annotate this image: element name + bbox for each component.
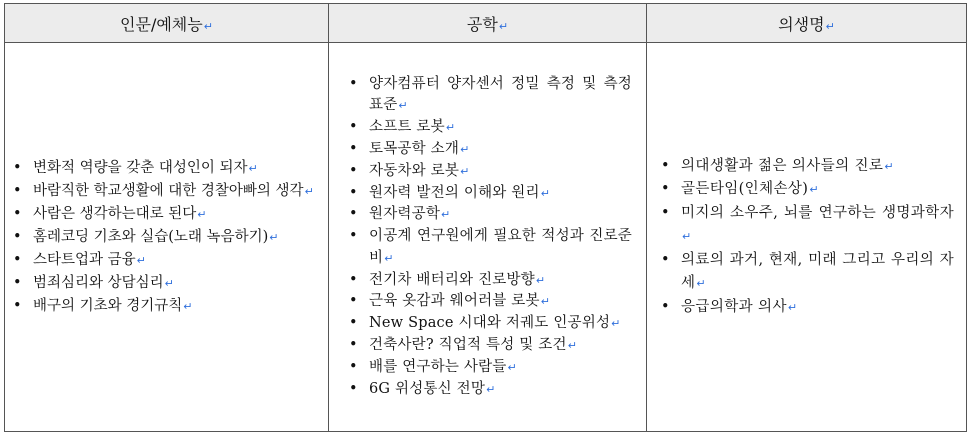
list-item: • 배를 연구하는 사람들↵ [369,357,632,379]
list-item: • 의대생활과 젊은 의사들의 진로↵ [681,155,954,179]
return-mark-icon: ↵ [441,208,451,222]
return-mark-icon: ↵ [445,121,456,135]
return-mark-icon: ↵ [248,161,258,175]
return-mark-icon: ↵ [884,159,894,173]
return-mark-icon: ↵ [507,360,517,374]
return-mark-icon: ↵ [384,251,394,265]
list-item: • 범죄심리와 상담심리↵ [33,272,322,295]
list-item: • 원자력 발전의 이해와 원리↵ [369,183,632,205]
engineering-cell [329,43,647,432]
return-mark-icon: ↵ [398,99,408,113]
return-mark-icon: ↵ [611,317,621,331]
list-item: • 미지의 소우주, 뇌를 연구하는 생명과학자↵ [681,202,954,249]
list-item: • 골든타임(인체손상)↵ [681,178,954,202]
list-item: • 원자력공학↵ [369,204,632,226]
list-item: • 건축사란? 직업적 특성 및 조건↵ [369,335,632,357]
return-mark-icon: ↵ [696,277,707,291]
list-item: • 바람직한 학교생활에 대한 경찰아빠의 생각↵ [33,180,322,203]
list-item: • 홈레코딩 기초와 실습(노래 녹음하기)↵ [33,226,322,249]
list-item: • 변화적 역량을 갖춘 대성인이 되자↵ [33,157,322,180]
return-mark-icon: ↵ [304,184,314,198]
return-mark-icon: ↵ [682,230,692,244]
humanities-arts-cell [5,43,329,432]
list-item: • 양자컴퓨터 양자센서 정밀 측정 및 측정 표준↵ [369,74,632,118]
list-item: • 소프트 로봇↵ [369,117,632,139]
list-item: • 의료의 과거, 현재, 미래 그리고 우리의 자세↵ [681,249,954,296]
return-mark-icon: ↵ [269,230,279,244]
life-medical-cell [647,43,967,432]
return-mark-icon: ↵ [787,300,798,314]
return-mark-icon: ↵ [164,276,174,290]
return-mark-icon: ↵ [809,183,819,197]
content-row [5,43,967,432]
return-mark-icon: ↵ [197,207,207,221]
engineering-list [329,74,646,401]
return-mark-icon: ↵ [486,382,496,396]
list-item: • New Space 시대와 저궤도 인공위성↵ [369,313,632,335]
list-item: • 근육 옷감과 웨어러블 로봇↵ [369,291,632,313]
return-mark-icon: ↵ [540,295,551,309]
list-item: • 배구의 기초와 경기규칙↵ [33,295,322,318]
list-item: • 스타트업과 금융↵ [33,249,322,272]
return-mark-icon: ↵ [540,186,551,200]
life-medical-list [647,155,966,320]
list-item: • 6G 위성통신 전망↵ [369,379,632,401]
header-humanities-arts: 인문/예체능↵ [5,4,329,43]
list-item: • 자동차와 로봇↵ [369,161,632,183]
return-mark-icon: ↵ [203,19,213,33]
return-mark-icon: ↵ [183,299,193,313]
list-item: • 토목공학 소개↵ [369,139,632,161]
humanities-arts-list [5,157,328,318]
return-mark-icon: ↵ [567,339,578,353]
return-mark-icon: ↵ [460,164,470,178]
header-life-medical: 의생명↵ [647,4,967,43]
header-engineering: 공학↵ [329,4,647,43]
return-mark-icon: ↵ [825,19,835,33]
list-item: • 이공계 연구원에게 필요한 적성과 진로준비↵ [369,226,632,270]
header-row [5,4,967,43]
course-table [4,3,967,432]
list-item: • 사람은 생각하는대로 된다↵ [33,203,322,226]
return-mark-icon: ↵ [460,142,470,156]
list-item: • 응급의학과 의사↵ [681,296,954,320]
return-mark-icon: ↵ [535,273,546,287]
list-item: • 전기차 배터리와 진로방향↵ [369,270,632,292]
return-mark-icon: ↵ [136,253,146,267]
return-mark-icon: ↵ [498,19,509,33]
